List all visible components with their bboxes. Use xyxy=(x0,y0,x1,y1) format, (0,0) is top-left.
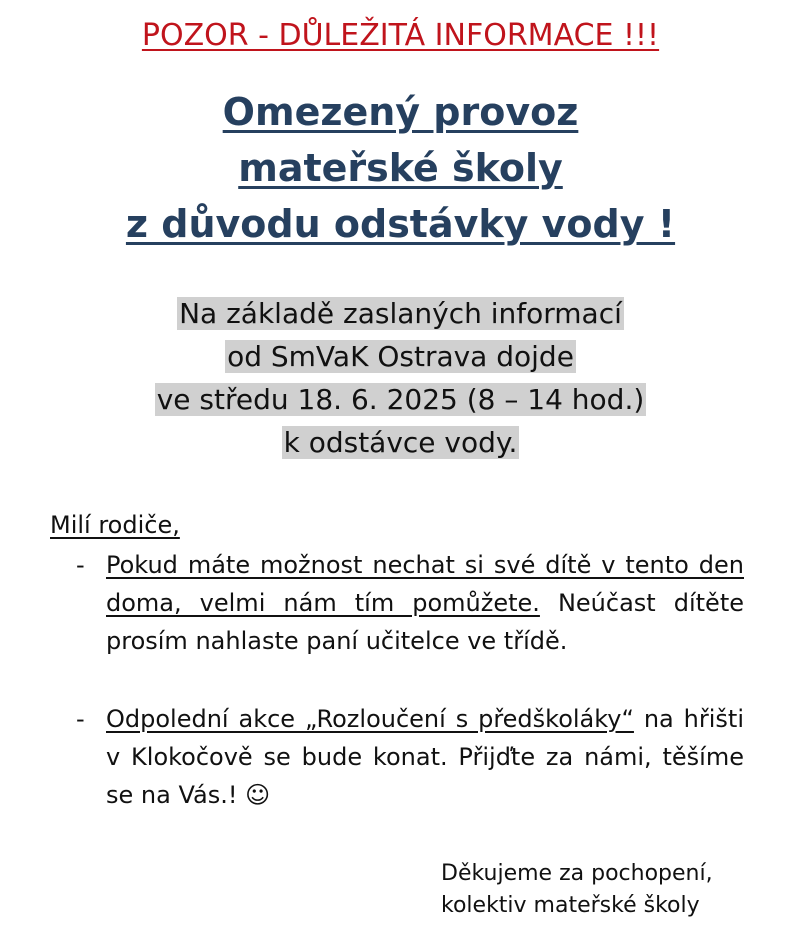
bullet-rest-text: na hřišti v Klokočově se bude konat. Přijďte za námi, těšíme se na Vás.! ☺ xyxy=(106,705,744,809)
headline-line-3: z důvodu odstávky vody ! xyxy=(125,202,676,246)
info-line-2: od SmVaK Ostrava dojde xyxy=(227,340,574,373)
signature xyxy=(441,858,713,922)
info-line-1: Na základě zaslaných informací xyxy=(179,297,622,330)
bullet-text xyxy=(106,700,744,814)
bullet-underlined-text: Odpolední akce „Rozloučení s předškoláky“ xyxy=(106,705,634,733)
bullet-marker: - xyxy=(76,705,85,733)
headline-line-1: Omezený provoz xyxy=(222,90,579,134)
signature-line-2: kolektiv mateřské školy xyxy=(441,893,700,918)
list-item xyxy=(76,546,744,660)
bullet-underlined-text: Pokud máte možnost nechat si své dítě v tento den doma, velmi nám tím pomůžete. xyxy=(106,551,744,617)
headline xyxy=(0,84,801,252)
bullet-rest-text: Neúčast dítěte prosím nahlaste paní učitelce ve třídě. xyxy=(106,589,745,655)
info-line-3: ve středu 18. 6. 2025 (8 – 14 hod.) xyxy=(156,383,645,416)
list-item xyxy=(76,700,744,814)
bullet-marker: - xyxy=(76,551,85,579)
info-line-4: k odstávce vody. xyxy=(283,426,518,459)
bullet-text xyxy=(106,546,744,660)
warning-heading: POZOR - DŮLEŽITÁ INFORMACE !!! xyxy=(141,18,660,53)
signature-line-1: Děkujeme za pochopení, xyxy=(441,861,713,886)
headline-line-2: mateřské školy xyxy=(238,146,563,190)
greeting: Milí rodiče, xyxy=(50,511,180,539)
info-block xyxy=(0,292,801,464)
